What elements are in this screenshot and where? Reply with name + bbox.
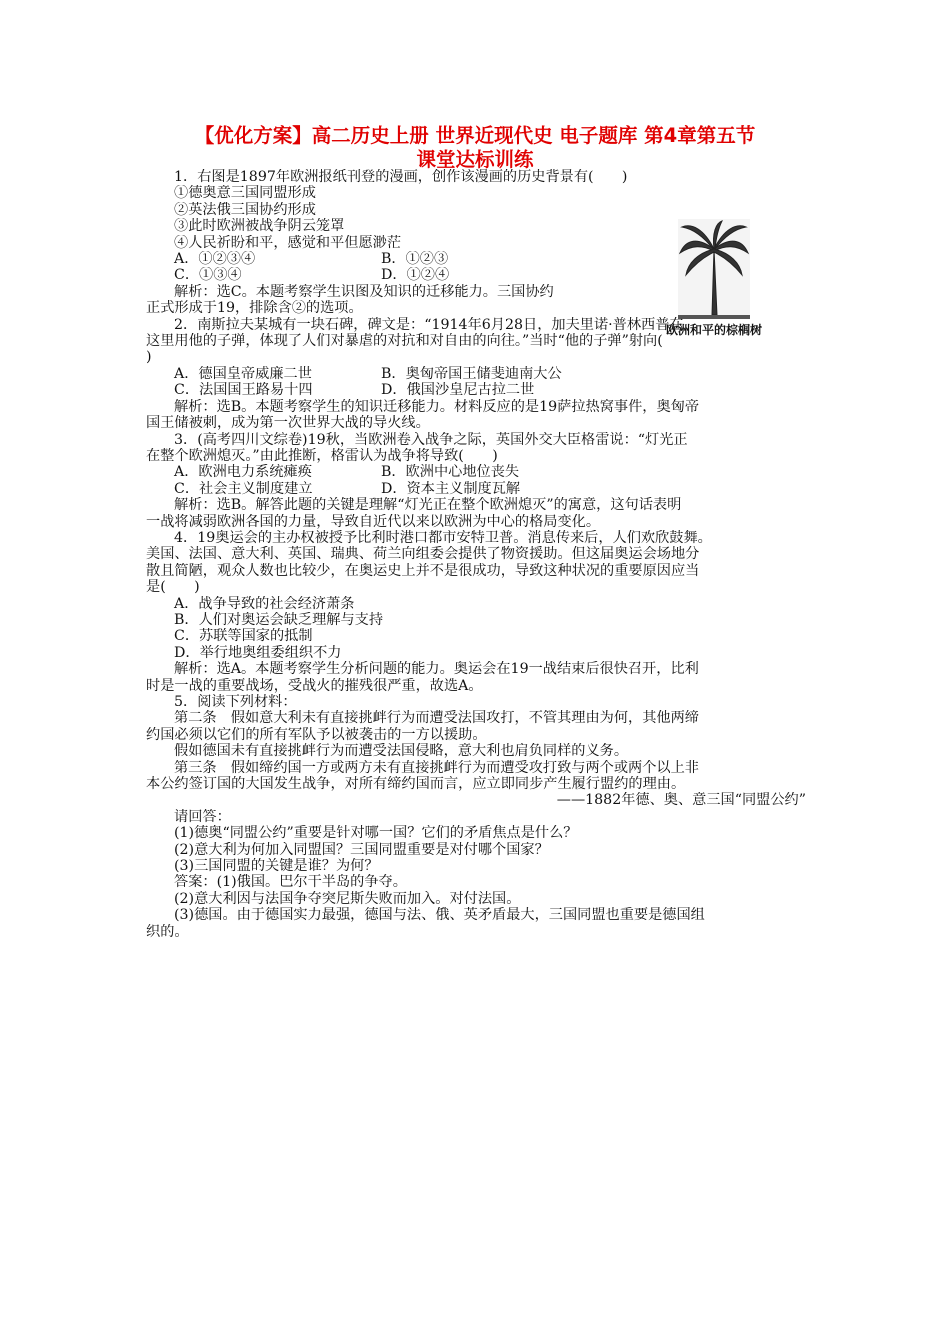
option-text: C．社会主义制度建立 — [174, 480, 313, 497]
text-line: 假如德国未有直接挑衅行为而遭受法国侵略，意大利也肩负同样的义务。 — [174, 743, 629, 760]
text-line: A．战争导致的社会经济萧条 — [174, 595, 355, 612]
text-line: 4．19奥运会的主办权被授予比利时港口都市安特卫普。消息传来后，人们欢欣鼓舞。 — [174, 529, 712, 546]
text-line: C．苏联等国家的抵制 — [174, 628, 313, 645]
option-row — [146, 366, 814, 382]
text-line: (3)德国。由于德国实力最强，德国与法、俄、英矛盾最大，三国同盟也重要是德国组 — [174, 907, 705, 924]
option-text: C．①③④ — [174, 267, 242, 284]
text-line: ) — [146, 349, 152, 366]
text-line: 一战将减弱欧洲各国的力量，导致自近代以来以欧洲为中心的格局变化。 — [146, 513, 601, 530]
option-text: C．法国国王路易十四 — [174, 382, 313, 399]
document-title — [0, 124, 950, 172]
text-line: 织的。 — [146, 923, 189, 940]
text-line: 正式形成于19，排除含②的选项。 — [146, 300, 363, 317]
text-line: ④人民祈盼和平，感觉和平但愿渺茫 — [174, 234, 402, 251]
text-line: 3．(高考四川文综卷)19秋，当欧洲卷入战争之际，英国外交大臣格雷说：“灯光正 — [174, 431, 688, 448]
title-line-2: 课堂达标训练 — [416, 148, 534, 171]
option-text: A．欧洲电力系统瘫痪 — [174, 464, 312, 481]
option-row — [146, 267, 814, 283]
text-line: 是( ) — [146, 579, 200, 596]
option-row — [146, 251, 814, 267]
option-row — [146, 481, 814, 497]
text-line: (2)意大利因与法国争夺突尼斯失败而加入。对付法国。 — [174, 890, 521, 907]
option-text: D．①②④ — [381, 267, 450, 284]
text-line: (1)德奥“同盟公约”重要是针对哪一国？它们的矛盾焦点是什么？ — [174, 825, 578, 842]
option-text: A．①②③④ — [174, 251, 256, 268]
text-line: 答案：(1)俄国。巴尔干半岛的争夺。 — [174, 874, 407, 891]
text-line: 1．右图是1897年欧洲报纸刊登的漫画，创作该漫画的历史背景有( ) — [174, 169, 628, 185]
option-text: D．俄国沙皇尼古拉二世 — [381, 382, 535, 399]
text-line: ①德奥意三国同盟形成 — [174, 185, 316, 202]
text-line: D．举行地奥组委组织不力 — [174, 644, 342, 661]
text-line: 第三条 假如缔约国一方或两方未有直接挑衅行为而遭受攻打致与两个或两个以上非 — [174, 759, 699, 776]
option-row — [146, 464, 814, 480]
text-line: ②英法俄三国协约形成 — [174, 201, 316, 218]
text-line: B．人们对奥运会缺乏理解与支持 — [174, 611, 384, 628]
option-text: D．资本主义制度瓦解 — [381, 480, 521, 497]
figure-caption: 欧洲和平的棕榈树 — [665, 323, 762, 337]
text-line: 国王储被刺，成为第一次世界大战的导火线。 — [146, 415, 430, 432]
text-line: 这里用他的子弹，体现了人们对暴虐的对抗和对自由的向往。”当时“他的子弹”射向( — [146, 333, 663, 350]
text-line: 美国、法国、意大利、英国、瑞典、荷兰向组委会提供了物资援助。但这届奥运会场地分 — [146, 546, 700, 563]
text-line: 解析：选A。本题考察学生分析问题的能力。奥运会在19一战结束后很快召开，比利 — [174, 661, 699, 678]
text-line: 约国必须以它们的所有军队予以被袭击的一方以援助。 — [146, 726, 487, 743]
document-body — [146, 169, 814, 940]
text-line: (2)意大利为何加入同盟国？三国同盟重要是对付哪个国家？ — [174, 841, 549, 858]
text-line: 解析：选B。本题考察学生的知识迁移能力。材料反应的是19萨拉热窝事件，奥匈帝 — [174, 398, 700, 415]
title-line-1: 【优化方案】高二历史上册 世界近现代史 电子题库 第4章第五节 — [194, 124, 756, 147]
option-text: A．德国皇帝威廉二世 — [174, 365, 312, 382]
text-line: 时是一战的重要战场，受战火的摧残很严重，故选A。 — [146, 677, 483, 694]
text-line: 本公约签订国的大国发生战争，对所有缔约国而言，应立即同步产生履行盟约的理由。 — [146, 776, 686, 793]
text-line: ③此时欧洲被战争阴云笼罩 — [174, 218, 345, 235]
text-line: 5．阅读下列材料： — [174, 694, 297, 710]
text-line: 解析：选B。解答此题的关键是理解“灯光正在整个欧洲熄灭”的寓意，这句话表明 — [174, 497, 682, 514]
option-row — [146, 382, 814, 398]
text-line: 请回答： — [174, 808, 231, 825]
option-text: B．欧洲中心地位丧失 — [381, 464, 520, 481]
text-line: 散且简陋，观众人数也比较少，在奥运史上并不是很成功，导致这种状况的重要原因应当 — [146, 562, 700, 579]
text-line: ——1882年德、奥、意三国“同盟公约” — [556, 792, 806, 809]
option-text: B．奥匈帝国王储斐迪南大公 — [381, 365, 562, 382]
text-line: 2．南斯拉夫某城有一块石碑，碑文是：“1914年6月28日，加夫里诺·普林西普在 — [174, 316, 684, 333]
text-line: 第二条 假如意大利未有直接挑衅行为而遭受法国攻打，不管其理由为何，其他两缔 — [174, 710, 699, 727]
option-text: B．①②③ — [381, 251, 449, 268]
text-line: (3)三国同盟的关键是谁？为何？ — [174, 858, 379, 875]
text-line: 在整个欧洲熄灭。”由此推断，格雷认为战争将导致( ) — [146, 447, 498, 464]
text-line: 解析：选C。本题考察学生识图及知识的迁移能力。三国协约 — [174, 283, 554, 300]
